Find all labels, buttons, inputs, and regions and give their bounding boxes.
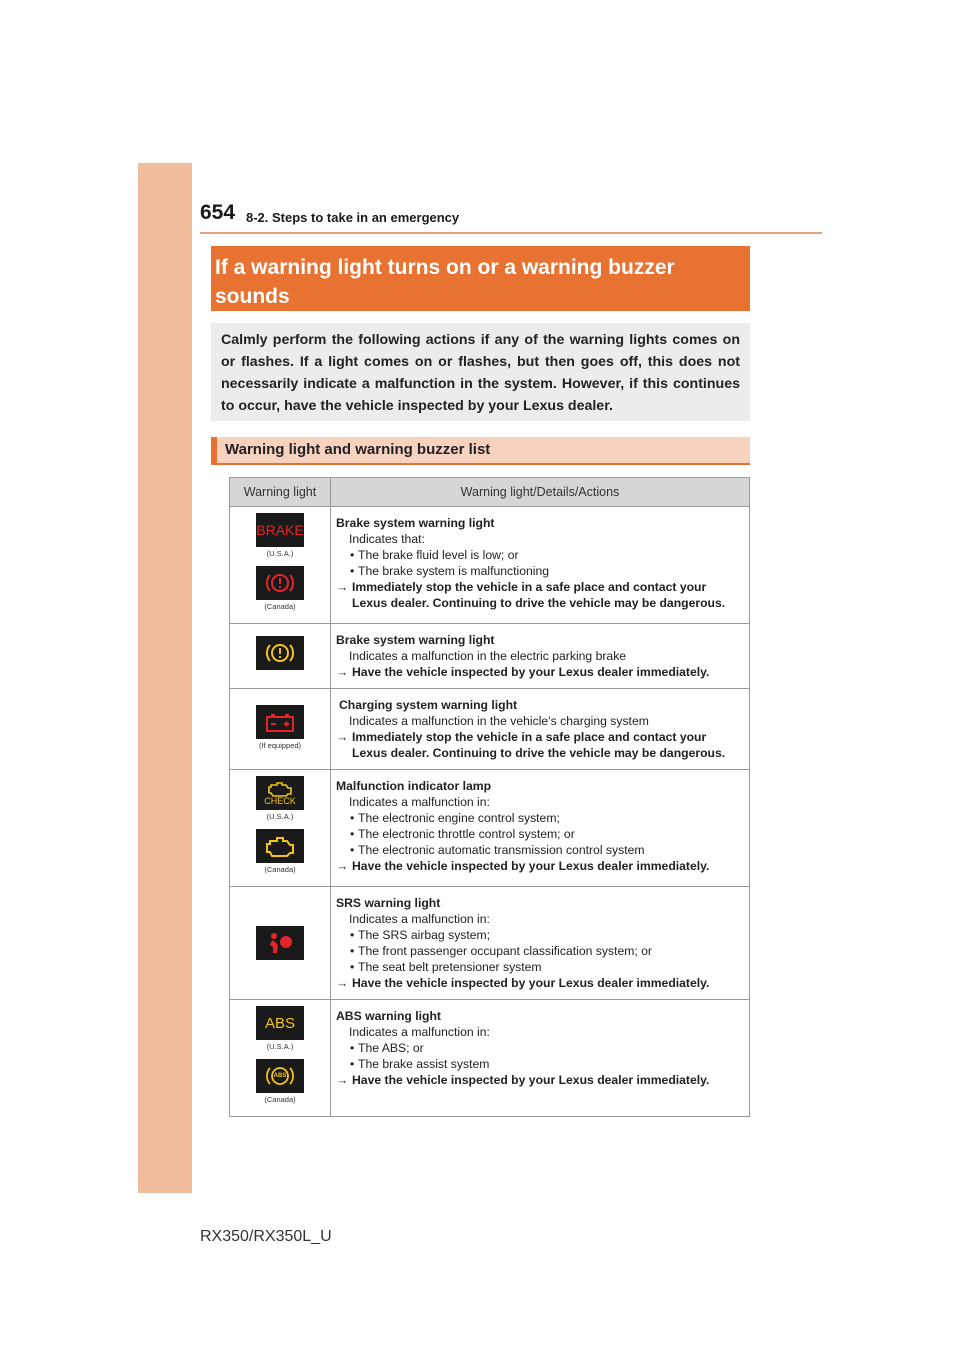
details-cell — [331, 887, 750, 1000]
abs-circle-icon: ABS — [256, 1059, 304, 1093]
table-row — [230, 507, 750, 624]
action-text: → Immediately stop the vehicle in a safe place and contact your Lexus dealer. Continuing to drive the vehicle may be dangerous. — [336, 730, 726, 760]
warning-title: SRS warning light — [336, 896, 441, 910]
bullet-item: • The front passenger occupant classification system; or — [336, 943, 741, 959]
subheading: Warning light and warning buzzer list — [211, 437, 750, 465]
bullet-item: • The electronic engine control system; — [336, 810, 741, 826]
page-heading — [211, 246, 750, 311]
details-cell — [331, 507, 750, 624]
brake-text-icon: BRAKE — [256, 513, 304, 547]
warning-title: Brake system warning light — [336, 633, 495, 647]
indication-text: Indicates a malfunction in: — [349, 1025, 490, 1039]
arrow-icon: → — [336, 976, 349, 990]
arrow-icon: → — [336, 580, 349, 594]
bullet-item: • The brake fluid level is low; or — [336, 547, 741, 563]
details-cell — [331, 1000, 750, 1117]
details-cell — [331, 624, 750, 689]
model-footer: RX350/RX350L_U — [200, 1228, 332, 1245]
action-text: → Immediately stop the vehicle in a safe place and contact your Lexus dealer. Continuing to drive the vehicle may be dangerous. — [336, 580, 726, 610]
brake-circle-icon — [256, 636, 304, 670]
engine-icon — [256, 829, 304, 863]
engine-check-icon: CHECK — [256, 776, 304, 810]
table-row — [230, 887, 750, 1000]
warning-title: Brake system warning light — [336, 516, 495, 530]
header-divider — [200, 232, 822, 234]
icon-cell — [230, 624, 331, 689]
bullet-item: • The brake assist system — [336, 1056, 741, 1072]
indication-text: Indicates a malfunction in: — [349, 795, 490, 809]
indication-text: Indicates a malfunction in: — [349, 912, 490, 926]
page-heading-line-1: If a warning light turns on or a warning buzzer — [215, 256, 675, 279]
intro-paragraph: Calmly perform the following actions if any of the warning lights comes on or flashes. If a light comes on or flashes, but then goes off, this does not necessarily indicate a malfunction in the system. However, if this continues to occur, have the vehicle inspected by your Lexus dealer. — [211, 323, 750, 421]
column-header-details: Warning light/Details/Actions — [331, 478, 750, 507]
icon-cell — [230, 887, 331, 1000]
abs-text-icon: ABS — [256, 1006, 304, 1040]
battery-icon — [256, 705, 304, 739]
table-row — [230, 689, 750, 770]
icon-cell — [230, 507, 331, 624]
icon-caption: (Canada) — [264, 865, 296, 874]
arrow-icon: → — [336, 859, 349, 873]
page-number: 654 — [200, 201, 236, 224]
warning-light-table — [229, 477, 750, 1117]
section-title: 8-2. Steps to take in an emergency — [246, 210, 460, 225]
indication-text: Indicates that: — [349, 532, 425, 546]
bullet-item: • The seat belt pretensioner system — [336, 959, 741, 975]
page-heading-line-2: sounds — [215, 285, 290, 308]
action-text: → Have the vehicle inspected by your Lexus dealer immediately. — [336, 1073, 710, 1087]
action-text: → Have the vehicle inspected by your Lexus dealer immediately. — [336, 665, 710, 679]
bullet-item: • The electronic throttle control system; or — [336, 826, 741, 842]
arrow-icon: → — [336, 1073, 349, 1087]
icon-cell — [230, 689, 331, 770]
airbag-icon — [256, 926, 304, 960]
icon-caption: (U.S.A.) — [266, 812, 294, 821]
icon-cell — [230, 1000, 331, 1117]
column-header-warning-light: Warning light — [230, 478, 331, 507]
arrow-icon: → — [336, 665, 349, 679]
side-tab-band — [138, 163, 192, 1193]
icon-caption: (Canada) — [264, 602, 296, 611]
table-row — [230, 770, 750, 887]
action-text: → Have the vehicle inspected by your Lexus dealer immediately. — [336, 976, 710, 990]
warning-title: Malfunction indicator lamp — [336, 779, 492, 793]
arrow-icon: → — [336, 730, 349, 744]
table-row — [230, 624, 750, 689]
warning-title: Charging system warning light — [339, 698, 518, 712]
bullet-item: • The electronic automatic transmission control system — [336, 842, 741, 858]
action-text: → Have the vehicle inspected by your Lexus dealer immediately. — [336, 859, 710, 873]
details-cell — [331, 770, 750, 887]
icon-caption: (If equipped) — [258, 741, 302, 750]
icon-cell — [230, 770, 331, 887]
icon-caption: (U.S.A.) — [266, 549, 294, 558]
indication-text: Indicates a malfunction in the vehicle’s charging system — [349, 714, 649, 728]
bullet-item: • The ABS; or — [336, 1040, 741, 1056]
bullet-item: • The brake system is malfunctioning — [336, 563, 741, 579]
icon-caption: (U.S.A.) — [266, 1042, 294, 1051]
bullet-item: • The SRS airbag system; — [336, 927, 741, 943]
icon-caption: (Canada) — [264, 1095, 296, 1104]
details-cell — [331, 689, 750, 770]
indication-text: Indicates a malfunction in the electric parking brake — [349, 649, 627, 663]
warning-title: ABS warning light — [336, 1009, 441, 1023]
table-row — [230, 1000, 750, 1117]
brake-circle-icon — [256, 566, 304, 600]
